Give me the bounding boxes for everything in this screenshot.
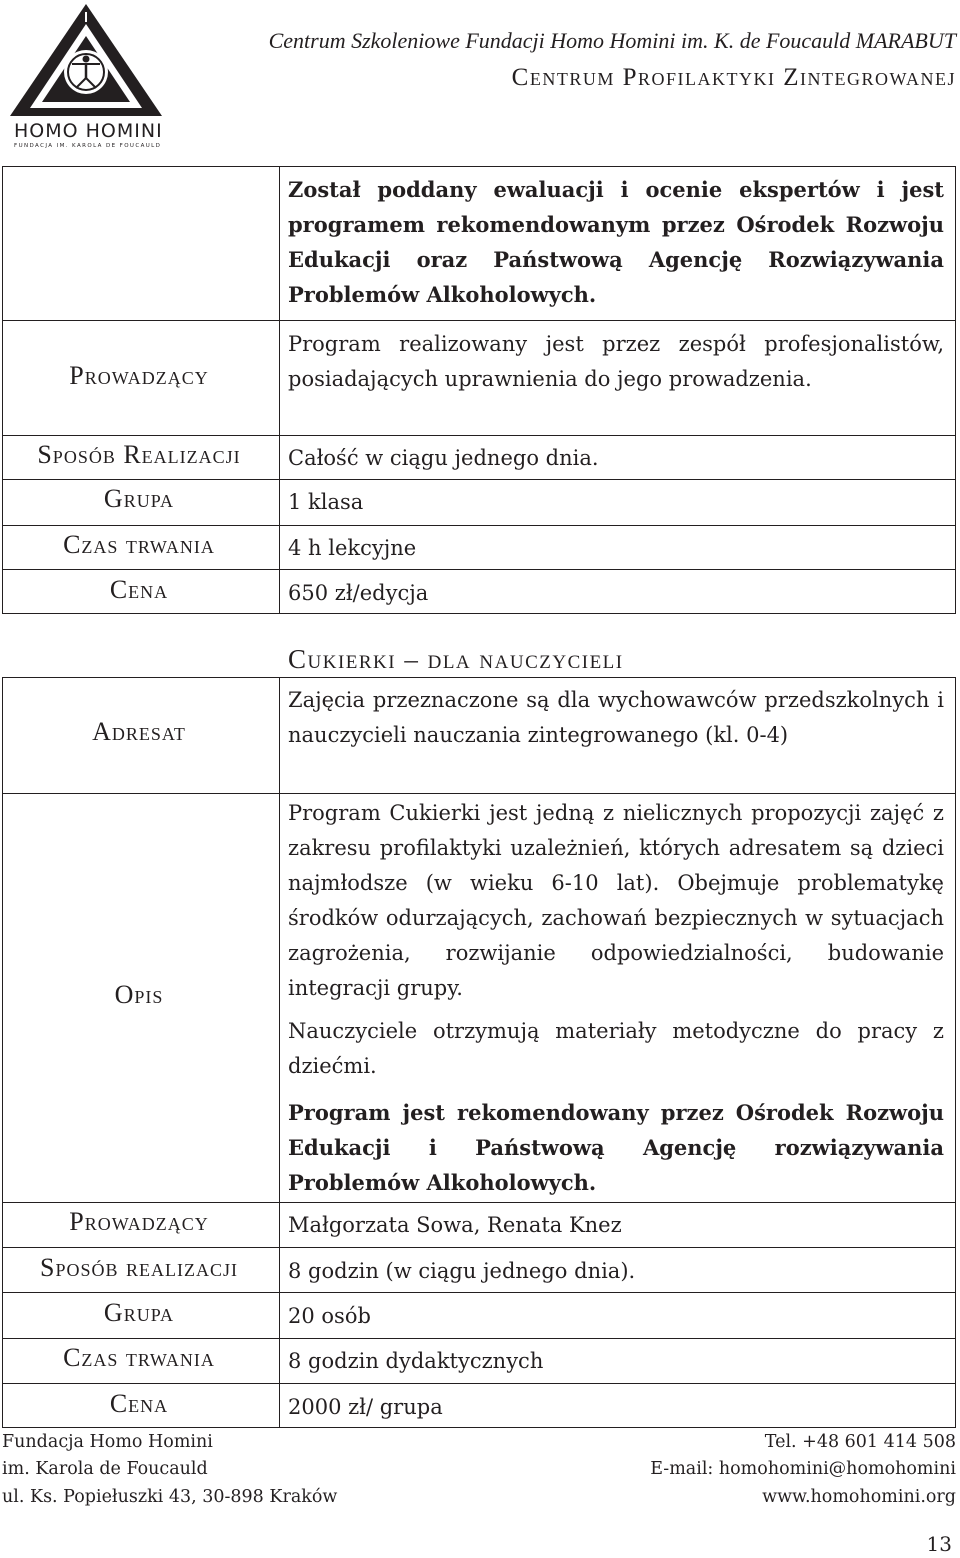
row-divider	[3, 525, 955, 526]
value-czas-trwania: 4 h lekcyjne	[288, 536, 417, 560]
row-divider	[3, 1202, 955, 1203]
footer-address: ul. Ks. Popiełuszki 43, 30-898 Kraków	[2, 1487, 338, 1507]
label-sposob-realizacji: Sposób Realizacji	[37, 440, 241, 469]
label-prowadzacy-2: Prowadzący	[69, 1207, 209, 1236]
opis-paragraph-1: Program Cukierki jest jedną z nielicznych propozycji zajęć z zakresu profilaktyki uzależnień, których adresatem są dzieci najmłodsze (w wieku 6-10 lat). Obejmuje problematykę środków odurzających, zachowań bezpiecznych w sytuacjach zagrożenia, rozwijanie odpowiedzialności, budowanie integracji grupy.	[288, 801, 944, 1000]
opis-paragraph-3: Program jest rekomendowany przez Ośrodek Rozwoju Edukacji i Państwową Agencję rozwiązywania Problemów Alkoholowych.	[288, 1100, 944, 1195]
footer-website: www.homohomini.org	[762, 1487, 956, 1507]
header-line-1: Centrum Szkoleniowe Fundacji Homo Homini im. K. de Foucauld MARABUT	[268, 28, 956, 53]
label-opis: Opis	[114, 980, 164, 1009]
label-adresat: Adresat	[92, 717, 186, 746]
column-divider	[279, 167, 280, 613]
opis-paragraph-2: Nauczyciele otrzymują materiały metodyczne do pracy z dziećmi.	[288, 1019, 944, 1078]
row-divider	[3, 569, 955, 570]
value-grupa-2: 20 osób	[288, 1304, 371, 1328]
value-cena: 650 zł/edycja	[288, 581, 429, 605]
program-title: Cukierki – dla nauczycieli	[288, 644, 624, 674]
footer-email: E-mail: homohomini@homohomini	[650, 1459, 956, 1479]
logo-emblem-icon	[4, 2, 168, 120]
label-grupa: Grupa	[103, 484, 175, 513]
row-divider	[3, 1247, 955, 1248]
value-czas-trwania-2: 8 godzin dydaktycznych	[288, 1349, 544, 1373]
value-sposob-realizacji-2: 8 godzin (w ciągu jednego dnia).	[288, 1259, 636, 1283]
row-divider	[3, 435, 955, 436]
row-divider	[3, 479, 955, 480]
evaluation-text: Został poddany ewaluacji i ocenie ekspertów i jest programem rekomendowanym przez Ośrodek Rozwoju Edukacji oraz Państwową Agencję Rozwiązywania Problemów Alkoholowych.	[288, 177, 944, 307]
row-divider	[3, 1383, 955, 1384]
value-cena-2: 2000 zł/ grupa	[288, 1395, 443, 1419]
value-grupa: 1 klasa	[288, 490, 364, 514]
label-prowadzacy: Prowadzący	[69, 361, 209, 390]
column-divider	[279, 678, 280, 1427]
label-sposob-realizacji-2: Sposób realizacji	[40, 1253, 238, 1282]
footer-org-subname: im. Karola de Foucauld	[2, 1459, 208, 1479]
footer-org-name: Fundacja Homo Homini	[2, 1432, 213, 1452]
row-divider	[3, 320, 955, 321]
page-number: 13	[926, 1532, 952, 1556]
label-cena-2: Cena	[109, 1389, 169, 1418]
value-prowadzacy: Program realizowany jest przez zespół profesjonalistów, posiadających uprawnienia do jego prowadzenia.	[288, 332, 944, 391]
header-line-2: Centrum Profilaktyki Zintegrowanej	[511, 64, 956, 91]
label-czas-trwania-2: Czas trwania	[63, 1343, 215, 1372]
logo	[4, 2, 168, 152]
label-grupa-2: Grupa	[103, 1298, 175, 1327]
value-sposob-realizacji: Całość w ciągu jednego dnia.	[288, 446, 599, 470]
row-divider	[3, 1338, 955, 1339]
row-divider	[3, 1292, 955, 1293]
footer-phone: Tel. +48 601 414 508	[764, 1432, 956, 1452]
value-adresat: Zajęcia przeznaczone są dla wychowawców przedszkolnych i nauczycieli nauczania zintegrowanego (kl. 0-4)	[288, 688, 944, 747]
label-czas-trwania: Czas trwania	[63, 530, 215, 559]
label-cena: Cena	[109, 575, 169, 604]
value-prowadzacy-2: Małgorzata Sowa, Renata Knez	[288, 1213, 622, 1237]
logo-subtitle: FUNDACJA IM. KAROLA DE FOUCAULD	[14, 143, 162, 149]
row-divider	[3, 793, 955, 794]
logo-name: HOMO HOMINI	[14, 120, 163, 142]
